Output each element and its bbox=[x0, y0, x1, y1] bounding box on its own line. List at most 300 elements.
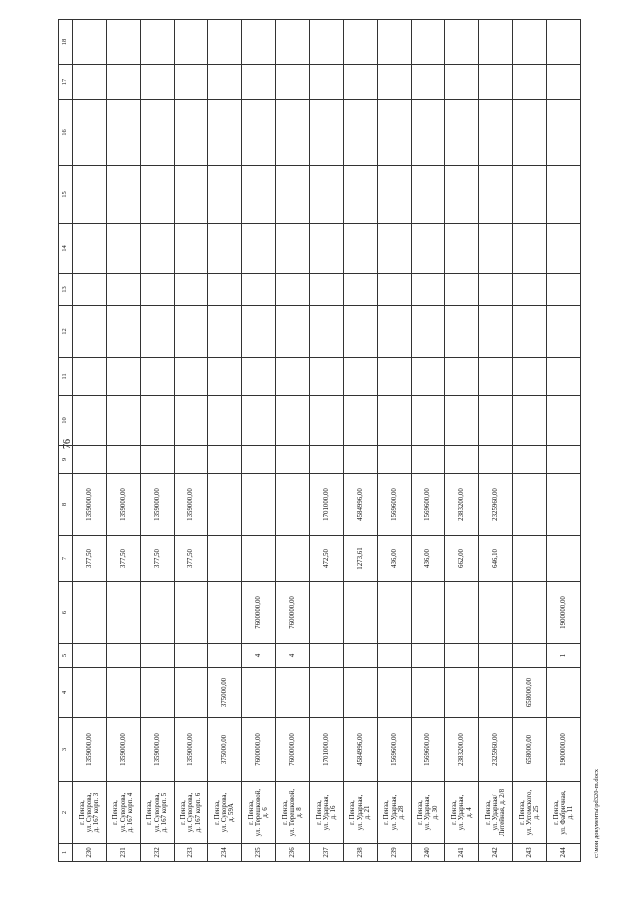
empty-cell bbox=[174, 446, 208, 474]
empty-cell bbox=[513, 396, 547, 446]
empty-cell bbox=[411, 274, 445, 306]
empty-cell bbox=[174, 358, 208, 396]
table-row bbox=[310, 20, 344, 862]
address-cell bbox=[343, 782, 377, 844]
value-cell: 2383200,00 bbox=[445, 718, 479, 782]
column-header: 3 bbox=[59, 718, 73, 782]
empty-cell bbox=[445, 274, 479, 306]
empty-cell bbox=[479, 306, 513, 358]
row-number-cell: 235 bbox=[242, 844, 276, 862]
empty-cell bbox=[479, 358, 513, 396]
empty-cell bbox=[73, 396, 107, 446]
value-cell bbox=[513, 474, 547, 536]
table-row bbox=[445, 20, 479, 862]
empty-cell bbox=[411, 100, 445, 166]
empty-cell bbox=[106, 306, 140, 358]
table-row bbox=[547, 20, 581, 862]
address-line: д. 16 bbox=[330, 805, 338, 820]
empty-cell bbox=[411, 65, 445, 100]
column-header: 18 bbox=[59, 20, 73, 65]
address-cell bbox=[73, 782, 107, 844]
address-line: ул. Ухтомского, bbox=[525, 789, 533, 836]
value-cell: 1569600,00 bbox=[411, 474, 445, 536]
empty-cell bbox=[208, 100, 242, 166]
empty-cell bbox=[513, 100, 547, 166]
address-line: г. Пенза, bbox=[180, 800, 188, 825]
address-line: ул. Ударная, bbox=[356, 794, 364, 831]
empty-cell bbox=[174, 306, 208, 358]
value-cell bbox=[140, 668, 174, 718]
value-cell: 2325960,00 bbox=[479, 474, 513, 536]
empty-cell bbox=[377, 65, 411, 100]
value-cell: 1900000,00 bbox=[547, 718, 581, 782]
footer-file-path: c:\мои документы\pd320-m.docx bbox=[593, 769, 600, 858]
empty-cell bbox=[140, 274, 174, 306]
empty-cell bbox=[106, 100, 140, 166]
address-cell bbox=[547, 782, 581, 844]
empty-cell bbox=[513, 166, 547, 224]
address-line: д. 6 bbox=[262, 807, 270, 818]
value-cell bbox=[411, 644, 445, 668]
address-line: ул. Терешковой, bbox=[288, 788, 296, 837]
empty-cell bbox=[242, 166, 276, 224]
value-cell bbox=[547, 668, 581, 718]
empty-cell bbox=[343, 306, 377, 358]
value-cell bbox=[208, 536, 242, 582]
empty-cell bbox=[479, 396, 513, 446]
empty-cell bbox=[479, 100, 513, 166]
empty-cell bbox=[513, 20, 547, 65]
value-cell bbox=[276, 474, 310, 536]
empty-cell bbox=[343, 20, 377, 65]
address-line: д. 25 bbox=[533, 805, 541, 820]
empty-cell bbox=[343, 358, 377, 396]
empty-cell bbox=[513, 358, 547, 396]
address-line: ул. Суворова, bbox=[153, 792, 161, 833]
empty-cell bbox=[73, 20, 107, 65]
empty-cell bbox=[310, 446, 344, 474]
address-line: ул. Ударная, bbox=[458, 794, 466, 831]
empty-cell bbox=[242, 20, 276, 65]
empty-cell bbox=[479, 20, 513, 65]
empty-cell bbox=[73, 100, 107, 166]
empty-cell bbox=[242, 274, 276, 306]
address-cell bbox=[411, 782, 445, 844]
empty-cell bbox=[106, 224, 140, 274]
table-row bbox=[140, 20, 174, 862]
value-cell: 1359000,00 bbox=[174, 474, 208, 536]
value-cell bbox=[377, 582, 411, 644]
empty-cell bbox=[276, 65, 310, 100]
column-header: 13 bbox=[59, 274, 73, 306]
empty-cell bbox=[547, 446, 581, 474]
table-row bbox=[73, 20, 107, 862]
value-cell bbox=[547, 474, 581, 536]
empty-cell bbox=[445, 224, 479, 274]
value-cell bbox=[445, 582, 479, 644]
empty-cell bbox=[343, 446, 377, 474]
empty-cell bbox=[377, 358, 411, 396]
empty-cell bbox=[513, 446, 547, 474]
value-cell: 1359000,00 bbox=[73, 474, 107, 536]
value-cell: 1900000,00 bbox=[547, 582, 581, 644]
address-line: д. 167 корп. 3 bbox=[93, 792, 101, 833]
empty-cell bbox=[276, 446, 310, 474]
value-cell bbox=[411, 668, 445, 718]
address-cell bbox=[140, 782, 174, 844]
empty-cell bbox=[445, 65, 479, 100]
value-cell: 4584996,00 bbox=[343, 474, 377, 536]
value-cell: 1359000,00 bbox=[106, 718, 140, 782]
empty-cell bbox=[513, 274, 547, 306]
address-cell bbox=[276, 782, 310, 844]
address-line: ул. Суворова, bbox=[187, 792, 195, 833]
address-line: д. 30 bbox=[431, 805, 439, 820]
value-cell: 377,50 bbox=[73, 536, 107, 582]
empty-cell bbox=[411, 20, 445, 65]
empty-cell bbox=[343, 274, 377, 306]
table-row bbox=[377, 20, 411, 862]
empty-cell bbox=[208, 446, 242, 474]
value-cell: 1569600,00 bbox=[377, 474, 411, 536]
empty-cell bbox=[106, 166, 140, 224]
column-header: 10 bbox=[59, 396, 73, 446]
empty-cell bbox=[140, 306, 174, 358]
empty-cell bbox=[547, 20, 581, 65]
empty-cell bbox=[445, 100, 479, 166]
value-cell bbox=[276, 668, 310, 718]
empty-cell bbox=[106, 20, 140, 65]
empty-cell bbox=[208, 358, 242, 396]
value-cell: 7600000,00 bbox=[276, 718, 310, 782]
empty-cell bbox=[276, 224, 310, 274]
row-number-cell: 236 bbox=[276, 844, 310, 862]
value-cell: 1359000,00 bbox=[73, 718, 107, 782]
value-cell: 1569600,00 bbox=[411, 718, 445, 782]
empty-cell bbox=[411, 446, 445, 474]
value-cell: 1569600,00 bbox=[377, 718, 411, 782]
empty-cell bbox=[310, 358, 344, 396]
address-line: г. Пенза, bbox=[146, 800, 154, 825]
value-cell bbox=[208, 582, 242, 644]
address-line: г. Пенза, bbox=[552, 800, 560, 825]
address-cell bbox=[106, 782, 140, 844]
column-header: 9 bbox=[59, 446, 73, 474]
row-number-cell: 232 bbox=[140, 844, 174, 862]
address-line: Литейная, д. 2/8 bbox=[499, 788, 507, 837]
empty-cell bbox=[140, 224, 174, 274]
value-cell: 1 bbox=[547, 644, 581, 668]
value-cell: 2383200,00 bbox=[445, 474, 479, 536]
column-header: 14 bbox=[59, 224, 73, 274]
address-line: г. Пенза, bbox=[484, 800, 492, 825]
empty-cell bbox=[140, 358, 174, 396]
empty-cell bbox=[547, 306, 581, 358]
value-cell: 2325960,00 bbox=[479, 718, 513, 782]
value-cell bbox=[208, 474, 242, 536]
empty-cell bbox=[377, 100, 411, 166]
value-cell bbox=[310, 582, 344, 644]
empty-cell bbox=[174, 100, 208, 166]
table-header-row bbox=[59, 20, 73, 862]
row-number-cell: 234 bbox=[208, 844, 242, 862]
empty-cell bbox=[242, 446, 276, 474]
value-cell bbox=[343, 644, 377, 668]
empty-cell bbox=[208, 274, 242, 306]
address-cell bbox=[208, 782, 242, 844]
value-cell: 646,10 bbox=[479, 536, 513, 582]
address-line: г. Пенза, bbox=[247, 800, 255, 825]
value-cell: 377,50 bbox=[140, 536, 174, 582]
address-line: ул. Ударная, bbox=[390, 794, 398, 831]
address-line: д. 11 bbox=[567, 805, 575, 820]
empty-cell bbox=[513, 65, 547, 100]
address-line: ул. Суворова, bbox=[85, 792, 93, 833]
empty-cell bbox=[106, 358, 140, 396]
empty-cell bbox=[479, 446, 513, 474]
value-cell bbox=[547, 536, 581, 582]
value-cell: 377,50 bbox=[174, 536, 208, 582]
table-row bbox=[276, 20, 310, 862]
value-cell bbox=[479, 644, 513, 668]
empty-cell bbox=[276, 20, 310, 65]
empty-cell bbox=[106, 446, 140, 474]
address-line: д. 167 корп. 5 bbox=[160, 792, 168, 833]
address-line: г. Пенза, bbox=[78, 800, 86, 825]
empty-cell bbox=[377, 396, 411, 446]
table-container bbox=[58, 20, 581, 862]
value-cell bbox=[445, 644, 479, 668]
value-cell: 1359000,00 bbox=[174, 718, 208, 782]
empty-cell bbox=[276, 396, 310, 446]
address-line: г. Пенза, bbox=[281, 800, 289, 825]
empty-cell bbox=[276, 166, 310, 224]
address-line: г. Пенза, bbox=[383, 800, 391, 825]
value-cell: 4 bbox=[242, 644, 276, 668]
column-header: 11 bbox=[59, 358, 73, 396]
address-cell bbox=[174, 782, 208, 844]
empty-cell bbox=[377, 306, 411, 358]
column-header: 2 bbox=[59, 782, 73, 844]
value-cell: 375000,00 bbox=[208, 718, 242, 782]
value-cell bbox=[377, 668, 411, 718]
empty-cell bbox=[73, 224, 107, 274]
empty-cell bbox=[547, 358, 581, 396]
empty-cell bbox=[73, 166, 107, 224]
empty-cell bbox=[174, 166, 208, 224]
address-cell bbox=[377, 782, 411, 844]
column-header: 6 bbox=[59, 582, 73, 644]
address-line: ул. Суворова, bbox=[221, 792, 229, 833]
empty-cell bbox=[276, 358, 310, 396]
address-line: д. 59А bbox=[228, 803, 236, 822]
empty-cell bbox=[310, 306, 344, 358]
empty-cell bbox=[445, 358, 479, 396]
empty-cell bbox=[242, 396, 276, 446]
column-header: 5 bbox=[59, 644, 73, 668]
value-cell bbox=[479, 582, 513, 644]
row-number-cell: 238 bbox=[343, 844, 377, 862]
value-cell bbox=[208, 644, 242, 668]
address-line: д. 167 корп. 6 bbox=[194, 792, 202, 833]
row-number-cell: 244 bbox=[547, 844, 581, 862]
address-line: д. 21 bbox=[363, 805, 371, 820]
value-cell: 1273,61 bbox=[343, 536, 377, 582]
address-line: г. Пенза, bbox=[518, 800, 526, 825]
empty-cell bbox=[276, 274, 310, 306]
empty-cell bbox=[242, 65, 276, 100]
row-number-cell: 237 bbox=[310, 844, 344, 862]
empty-cell bbox=[310, 100, 344, 166]
value-cell bbox=[73, 644, 107, 668]
row-number-cell: 242 bbox=[479, 844, 513, 862]
value-cell: 7600000,00 bbox=[276, 582, 310, 644]
empty-cell bbox=[208, 65, 242, 100]
empty-cell bbox=[174, 20, 208, 65]
address-cell bbox=[445, 782, 479, 844]
value-cell bbox=[276, 536, 310, 582]
empty-cell bbox=[310, 20, 344, 65]
empty-cell bbox=[140, 100, 174, 166]
empty-cell bbox=[73, 306, 107, 358]
value-cell bbox=[140, 582, 174, 644]
empty-cell bbox=[343, 65, 377, 100]
empty-cell bbox=[411, 224, 445, 274]
table-row bbox=[208, 20, 242, 862]
empty-cell bbox=[479, 166, 513, 224]
empty-cell bbox=[310, 65, 344, 100]
address-cell bbox=[242, 782, 276, 844]
column-header: 16 bbox=[59, 100, 73, 166]
empty-cell bbox=[377, 274, 411, 306]
empty-cell bbox=[174, 65, 208, 100]
empty-cell bbox=[73, 274, 107, 306]
value-cell: 1359000,00 bbox=[140, 474, 174, 536]
data-table bbox=[58, 19, 581, 862]
value-cell bbox=[140, 644, 174, 668]
value-cell: 1359000,00 bbox=[106, 474, 140, 536]
address-cell bbox=[310, 782, 344, 844]
value-cell: 4 bbox=[276, 644, 310, 668]
empty-cell bbox=[276, 306, 310, 358]
value-cell bbox=[174, 668, 208, 718]
value-cell: 375000,00 bbox=[208, 668, 242, 718]
empty-cell bbox=[343, 396, 377, 446]
row-number-cell: 231 bbox=[106, 844, 140, 862]
address-line: ул. Ударная, bbox=[322, 794, 330, 831]
empty-cell bbox=[140, 20, 174, 65]
value-cell bbox=[310, 668, 344, 718]
empty-cell bbox=[377, 446, 411, 474]
address-line: д. 8 bbox=[296, 807, 304, 818]
empty-cell bbox=[445, 306, 479, 358]
empty-cell bbox=[547, 274, 581, 306]
empty-cell bbox=[208, 224, 242, 274]
column-header: 8 bbox=[59, 474, 73, 536]
value-cell bbox=[242, 536, 276, 582]
empty-cell bbox=[547, 224, 581, 274]
empty-cell bbox=[445, 396, 479, 446]
value-cell bbox=[242, 474, 276, 536]
empty-cell bbox=[140, 166, 174, 224]
value-cell: 1701000,00 bbox=[310, 718, 344, 782]
value-cell bbox=[445, 668, 479, 718]
empty-cell bbox=[174, 274, 208, 306]
address-line: ул. Ударная/ bbox=[492, 794, 500, 831]
value-cell bbox=[106, 582, 140, 644]
page-number: 76 bbox=[62, 439, 73, 449]
empty-cell bbox=[140, 396, 174, 446]
empty-cell bbox=[513, 224, 547, 274]
empty-cell bbox=[73, 65, 107, 100]
empty-cell bbox=[377, 166, 411, 224]
empty-cell bbox=[208, 166, 242, 224]
value-cell: 436,00 bbox=[411, 536, 445, 582]
address-line: д. 167 корп. 4 bbox=[126, 792, 134, 833]
value-cell bbox=[106, 644, 140, 668]
empty-cell bbox=[310, 396, 344, 446]
empty-cell bbox=[445, 166, 479, 224]
address-line: г. Пенза, bbox=[349, 800, 357, 825]
value-cell bbox=[343, 668, 377, 718]
empty-cell bbox=[73, 446, 107, 474]
address-line: г. Пенза, bbox=[112, 800, 120, 825]
empty-cell bbox=[479, 65, 513, 100]
address-cell bbox=[479, 782, 513, 844]
empty-cell bbox=[106, 65, 140, 100]
address-line: ул. Суворова, bbox=[119, 792, 127, 833]
row-number-cell: 233 bbox=[174, 844, 208, 862]
address-line: г. Пенза, bbox=[417, 800, 425, 825]
column-header: 1 bbox=[59, 844, 73, 862]
value-cell bbox=[513, 536, 547, 582]
empty-cell bbox=[445, 20, 479, 65]
row-number-cell: 241 bbox=[445, 844, 479, 862]
column-header: 4 bbox=[59, 668, 73, 718]
column-header: 7 bbox=[59, 536, 73, 582]
value-cell bbox=[479, 668, 513, 718]
empty-cell bbox=[174, 224, 208, 274]
empty-cell bbox=[73, 358, 107, 396]
empty-cell bbox=[140, 65, 174, 100]
table-row bbox=[513, 20, 547, 862]
empty-cell bbox=[276, 100, 310, 166]
empty-cell bbox=[106, 396, 140, 446]
value-cell bbox=[242, 668, 276, 718]
value-cell bbox=[310, 644, 344, 668]
address-cell bbox=[513, 782, 547, 844]
empty-cell bbox=[174, 396, 208, 446]
empty-cell bbox=[411, 166, 445, 224]
empty-cell bbox=[242, 224, 276, 274]
value-cell bbox=[73, 668, 107, 718]
empty-cell bbox=[547, 166, 581, 224]
empty-cell bbox=[310, 166, 344, 224]
empty-cell bbox=[343, 224, 377, 274]
value-cell: 377,50 bbox=[106, 536, 140, 582]
value-cell: 472,50 bbox=[310, 536, 344, 582]
column-header: 17 bbox=[59, 65, 73, 100]
value-cell bbox=[73, 582, 107, 644]
value-cell: 1359000,00 bbox=[140, 718, 174, 782]
row-number-cell: 230 bbox=[73, 844, 107, 862]
value-cell bbox=[411, 582, 445, 644]
row-number-cell: 240 bbox=[411, 844, 445, 862]
empty-cell bbox=[479, 224, 513, 274]
empty-cell bbox=[547, 100, 581, 166]
empty-cell bbox=[310, 224, 344, 274]
column-header: 12 bbox=[59, 306, 73, 358]
